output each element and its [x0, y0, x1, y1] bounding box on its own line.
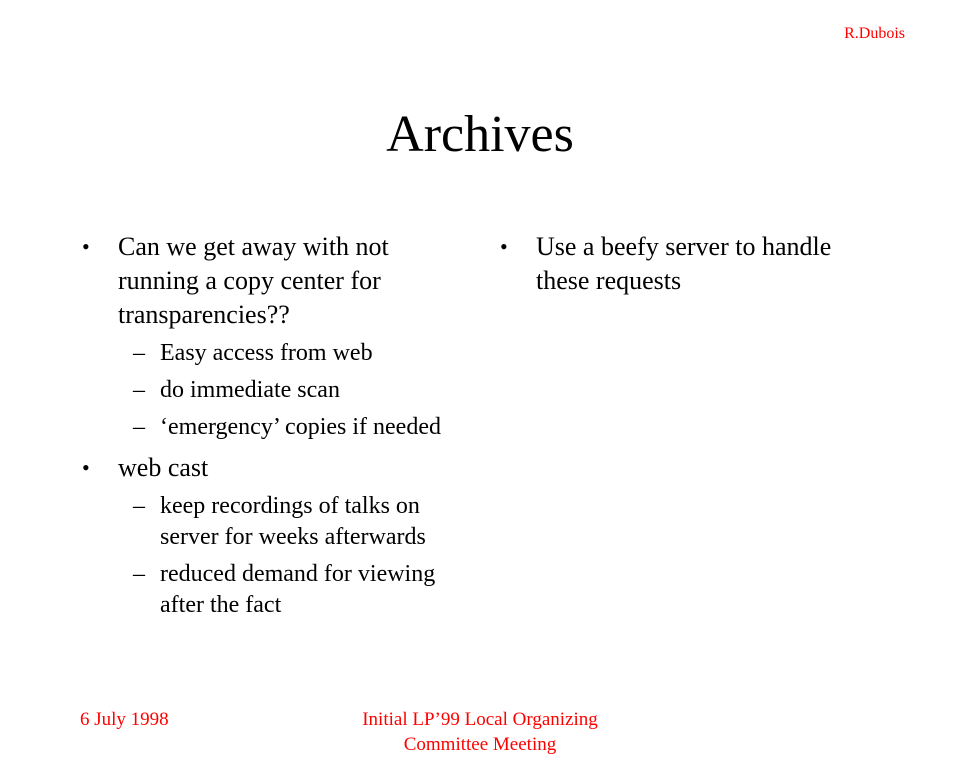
dash-icon: – [133, 340, 145, 366]
sub-bullet-text: reduced demand for viewing after the fact [160, 561, 436, 618]
sub-bullet-item [133, 375, 482, 406]
slide-title: Archives [386, 106, 574, 163]
sub-bullet-text: Easy access from web [160, 340, 373, 366]
bullet-text: Use a beefy server to handle these requests [536, 232, 832, 295]
bullet-text: web cast [118, 453, 209, 482]
dash-icon: – [133, 493, 145, 519]
left-column [82, 230, 482, 621]
bullet-icon: • [82, 234, 90, 259]
dash-icon: – [133, 377, 145, 403]
sub-bullet-text: keep recordings of talks on server for weeks afterwards [160, 493, 426, 550]
sub-bullet-text: ‘emergency’ copies if needed [160, 414, 441, 440]
sub-bullet-item [133, 491, 482, 553]
footer-date: 6 July 1998 [80, 709, 169, 730]
dash-icon: – [133, 561, 145, 587]
bullet-text: Can we get away with not running a copy center for transparencies?? [118, 232, 389, 329]
dash-icon: – [133, 414, 145, 440]
footer-title-line2: Committee Meeting [403, 734, 557, 755]
bullet-item [82, 451, 482, 485]
bullet-item [500, 230, 900, 298]
sub-bullet-item [133, 412, 482, 443]
sub-bullet-item [133, 338, 482, 369]
right-column [500, 230, 900, 298]
sub-bullet-text: do immediate scan [160, 377, 340, 403]
footer-title [280, 707, 680, 757]
sub-bullet-item [133, 559, 482, 621]
footer-title-line1: Initial LP’99 Local Organizing [362, 709, 598, 730]
bullet-icon: • [500, 234, 508, 259]
author-credit: R.Dubois [844, 25, 905, 42]
bullet-item [82, 230, 482, 332]
bullet-icon: • [82, 455, 90, 480]
